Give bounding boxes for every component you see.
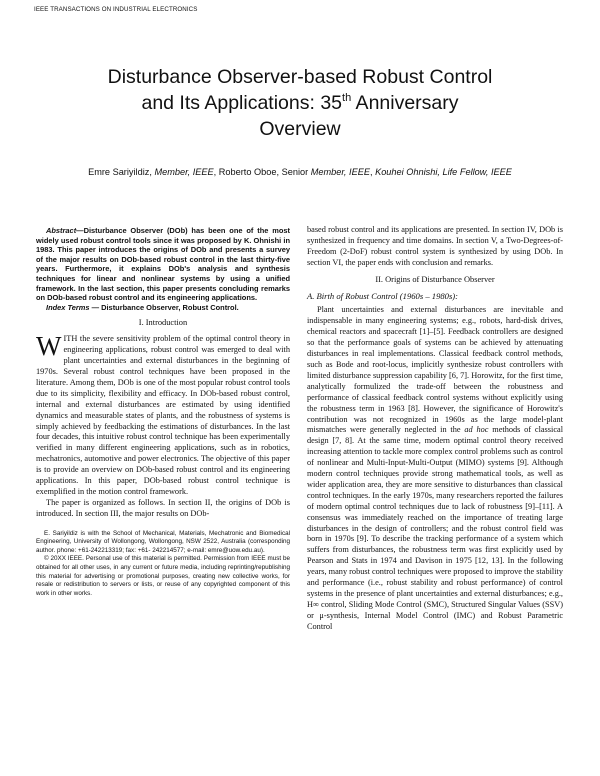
origins-paragraph-1 bbox=[307, 305, 563, 632]
title-line-2-suffix: Anniversary bbox=[351, 92, 459, 114]
origins-text-a: Plant uncertainties and external disturbances are inevitable and indispensable in many engineering systems; e.g., robots, hard-disk drives, chemical reactors and spacecraft [1]–[5]. Feedback controllers are designed so that the performance goals of systems can be achieved by attenuating disturbances in real implementations. Classical feedback control methods, such as Bode and root-locus, implicitly synthesize robust controllers with limited disturbance suppression capability [6, 7]. Horowitz, for the first time, analytically formulized the trade-off between the robustness and performance of classical feedback control systems without explicitly using the robustness term in 1963 [8]. However, the significance of Horowitz's contribution was not recognized in 1960s as the large model-plant mismatches were generally neglected in the bbox=[307, 305, 563, 435]
index-terms-label: Index Terms bbox=[46, 302, 90, 312]
intro-paragraph-1 bbox=[36, 331, 290, 498]
drop-cap: W bbox=[36, 331, 62, 362]
paper-title bbox=[40, 64, 560, 142]
index-terms bbox=[36, 303, 290, 313]
organization-paragraph-cont: based robust control and its applications are presented. In section IV, DOb is synthesized in frequency and time domains. In section V, a Two-Degrees-of-Freedom (2-DoF) robust control system is synthesized by using DOb. In section VI, the paper ends with conclusion and remarks. bbox=[307, 225, 563, 267]
author-2-role: Member, IEEE bbox=[310, 167, 370, 177]
intro-paragraph-2: The paper is organized as follows. In section II, the origins of DOb is introduced. In section III, the major results on DOb- bbox=[36, 497, 290, 518]
right-column bbox=[307, 225, 563, 633]
abstract-text: —Disturbance Observer (DOb) has been one of the most widely used robust control tools since it was proposed by K. Ohnishi in 1983. This paper introduces the origins of DOb and presents a survey of the major results on DOb-based robust control in the last thirty-five years. Furthermore, it explains DOb's analysis and synthesis techniques for linear and nonlinear systems by using a unified framework. In the last section, this paper presents concluding remarks on DOb-based robust control and its engineering applications. bbox=[36, 226, 290, 303]
footnote-affiliation: E. Sariyildiz is with the School of Mechanical, Materials, Mechatronic and Biomedical Engineering, University of Wollongong, Wollongong, NSW 2522, Australia (corresponding author. phone: +61-242213319; fax: +61- 242214577; e-mail: emre@uow.edu.au). bbox=[36, 529, 290, 554]
title-line-2 bbox=[40, 90, 560, 116]
origins-text-b: methods of classical design [7, 8]. At the same time, modern optimal control theory received increasing attention to tackle more complex control problems such as control of nonlinear and Multi-Input-Multi-Output (MIMO) systems [9]. Although modern control techniques provide strong mathematical tools, as well as wider application area, they are more sensitive to disturbances than classical control techniques. In the early 1970s, many researchers reported the failures of modern optimal control techniques due to lack of robustness [9]–[11]. A consensus was immediately reached on the importance of treating large disturbances in the design of controllers; and the robust control field was born in 1970s [9]. To describe the tracking performance of a system which suffers from disturbances, the robustness term was first explicitly used by Pearson and Stats in 1974 and Davison in 1975 [12, 13]. In the following years, many robust control techniques were proposed to improve the stability and performance (i.e., robust stability and robust performance) of control systems in the presence of plant uncertainties and external disturbances; e.g., H∞ control, Sliding Mode Control (SMC), Structured Singular Values (SSV) or μ-synthesis, Internal Model Control (IMC) and Robust Parametric Control bbox=[307, 425, 563, 631]
title-line-1: Disturbance Observer-based Robust Control bbox=[107, 66, 493, 88]
origins-italic-adhoc: ad hoc bbox=[464, 425, 489, 435]
section-heading-origins: II. Origins of Disturbance Observer bbox=[375, 274, 495, 284]
running-head: IEEE TRANSACTIONS ON INDUSTRIAL ELECTRONICS bbox=[34, 6, 198, 13]
title-line-3: Overview bbox=[259, 118, 341, 140]
author-1-role: Member, IEEE bbox=[154, 167, 214, 177]
author-2: , Roberto Oboe, Senior bbox=[213, 167, 311, 177]
abstract-label: Abstract bbox=[46, 226, 77, 235]
title-line-2-prefix: and Its Applications: 35 bbox=[141, 92, 343, 114]
index-terms-text: — Disturbance Observer, Robust Control. bbox=[89, 302, 239, 312]
footnote-copyright: © 20XX IEEE. Personal use of this material is permitted. Permission from IEEE must be obtained for all other uses, in any current or future media, including reprinting/republishing this material for advertising or promotional purposes, creating new collective works, for resale or redistribution to servers or lists, or reuse of any copyrighted component of this work in other works. bbox=[36, 555, 290, 597]
intro-paragraph-1-text: ITH the severe sensitivity problem of the optimal control theory in engineering applications, robust control was emerged to deal with plant uncertainties and external disturbances in the beginning of 1970s. Several robust control techniques have been proposed in the literature. Among them, DOb is one of the most popular robust control tools due to its simplicity, flexibility and efficacy. In DOb-based robust control, internal and external disturbances are estimated by using identified dynamics and measurable states of plants, and the robustness of systems is simply achieved by feedbacking the estimations of disturbances. In the last four decades, this intuitive robust control technique has been experimentally verified in many different engineering applications, such as in robotics, mechatronics, automotive and power electronics. The objective of this paper is to provide an overview on DOb-based robust control and its engineering applications. In this paper, DOb-based robust control technique is exemplified in the motion control framework. bbox=[36, 334, 290, 496]
section-heading-introduction: I. Introduction bbox=[138, 318, 188, 328]
author-1: Emre Sariyildiz, bbox=[88, 167, 155, 177]
author-sep: , bbox=[369, 167, 376, 177]
title-superscript: th bbox=[342, 92, 352, 104]
footnote bbox=[36, 530, 290, 599]
subsection-heading-birth: A. Birth of Robust Control (1960s – 1980s): bbox=[307, 290, 459, 301]
author-list bbox=[70, 166, 530, 178]
author-3: Kouhei Ohnishi, Life Fellow, IEEE bbox=[375, 167, 512, 177]
left-column bbox=[36, 226, 290, 598]
abstract bbox=[36, 226, 290, 303]
